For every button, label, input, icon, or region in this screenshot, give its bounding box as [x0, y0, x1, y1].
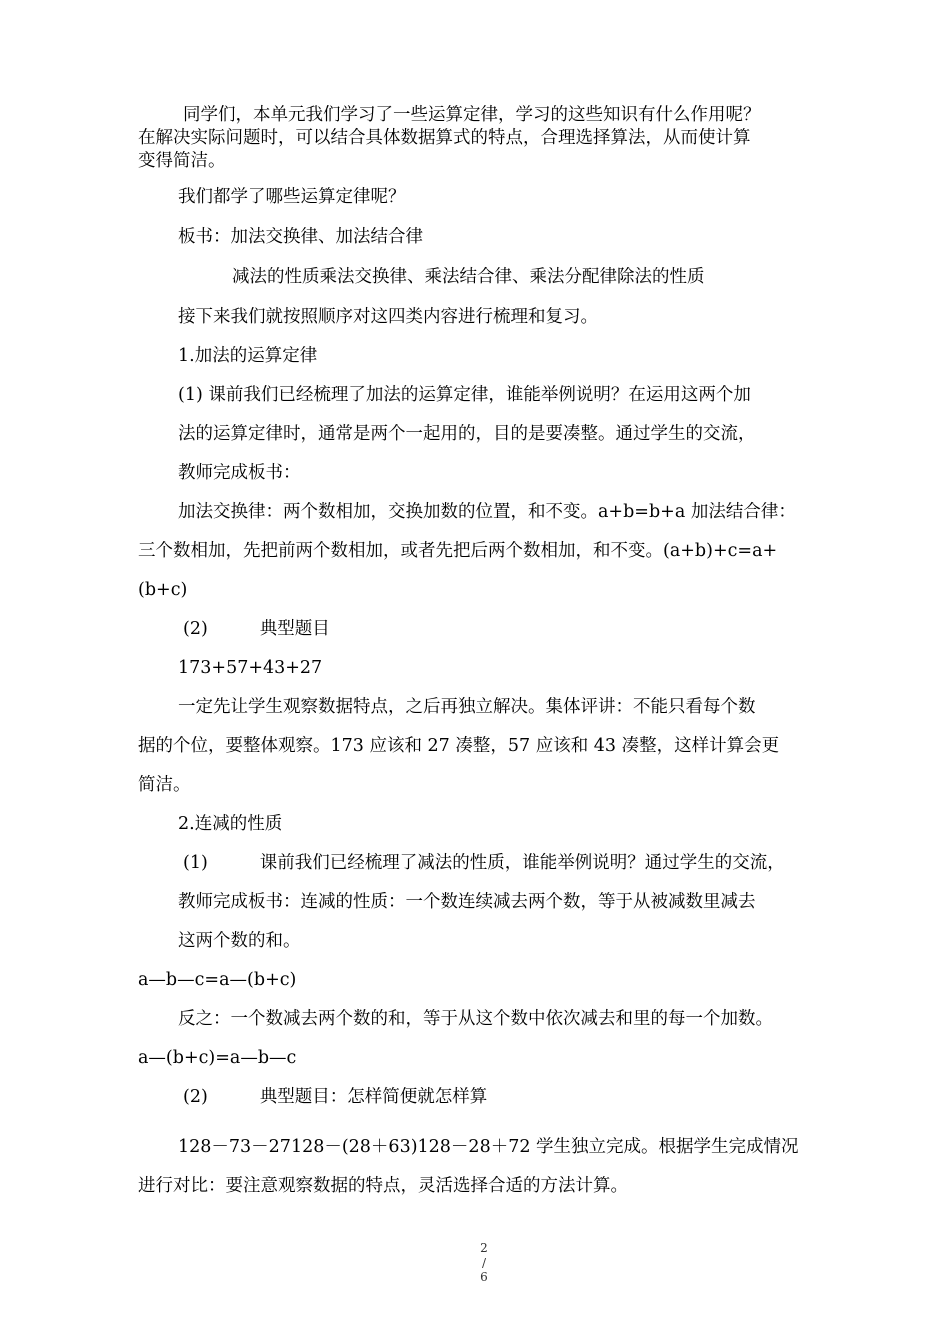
text-line: 教师完成板书：: [178, 463, 301, 483]
text-line: 一定先让学生观察数据特点，之后再独立解决。集体评讲：不能只看每个数: [178, 697, 756, 717]
sub-heading: [183, 1086, 487, 1108]
text-line: 减法的性质乘法交换律、乘法结合律、乘法分配律除法的性质: [232, 267, 705, 287]
text-line: 法的运算定律时，通常是两个一起用的，目的是要凑整。通过学生的交流，: [178, 424, 756, 444]
text-line: 同学们，本单元我们学习了一些运算定律，学习的这些知识有什么作用呢？: [183, 105, 761, 125]
sub-heading: [183, 618, 330, 640]
text-line: (b+c): [138, 580, 188, 600]
text-line: 反之：一个数减去两个数的和，等于从这个数中依次减去和里的每一个加数。: [178, 1009, 773, 1029]
sub-heading-text: 典型题目: [259, 619, 330, 639]
text-line: 加法交换律：两个数相加，交换加数的位置，和不变。a+b=b+a 加法结合律：: [178, 502, 796, 522]
text-line: 三个数相加，先把前两个数相加，或者先把后两个数相加，和不变。(a+b)+c=a+: [138, 541, 778, 561]
text-line: [183, 852, 785, 874]
page-number-total: 6: [480, 1270, 488, 1284]
text-line: 教师完成板书：连减的性质：一个数连续减去两个数，等于从被减数里减去: [178, 892, 756, 912]
text-line: 板书：加法交换律、加法结合律: [178, 227, 423, 247]
section-heading: 2.连减的性质: [178, 814, 283, 834]
text-line: 进行对比：要注意观察数据的特点，灵活选择合适的方法计算。: [138, 1176, 628, 1196]
formula-line: a—b—c=a—(b+c): [138, 970, 297, 990]
item-marker: (2): [183, 1087, 208, 1107]
item-marker: (1): [183, 853, 208, 873]
text-line: 接下来我们就按照顺序对这四类内容进行梳理和复习。: [178, 307, 598, 327]
text-line: 在解决实际问题时，可以结合具体数据算式的特点，合理选择算法，从而使计算: [138, 128, 751, 148]
text-line: 我们都学了哪些运算定律呢？: [178, 187, 406, 207]
text-line: 128－73－27128－(28＋63)128－28＋72 学生独立完成。根据学生完成情况: [178, 1137, 799, 1157]
sub-heading-text: 典型题目：怎样简便就怎样算: [259, 1087, 488, 1107]
text-line: 变得简洁。: [138, 151, 226, 171]
text-line: (1) 课前我们已经梳理了加法的运算定律，谁能举例说明？在运用这两个加: [178, 385, 751, 405]
page-number-current: 2: [480, 1241, 488, 1255]
text-line: 简洁。: [138, 775, 191, 795]
text-line: 据的个位，要整体观察。173 应该和 27 凑整，57 应该和 43 凑整，这样计算会更: [138, 736, 780, 756]
text-line: 这两个数的和。: [178, 931, 301, 951]
formula-line: 173+57+43+27: [178, 658, 323, 678]
formula-line: a—(b+c)=a—b—c: [138, 1048, 297, 1068]
item-marker: (2): [183, 619, 208, 639]
page-number-separator: /: [481, 1256, 487, 1270]
section-heading: 1.加法的运算定律: [178, 346, 318, 366]
text-line-content: 课前我们已经梳理了减法的性质，谁能举例说明？通过学生的交流，: [259, 853, 785, 873]
